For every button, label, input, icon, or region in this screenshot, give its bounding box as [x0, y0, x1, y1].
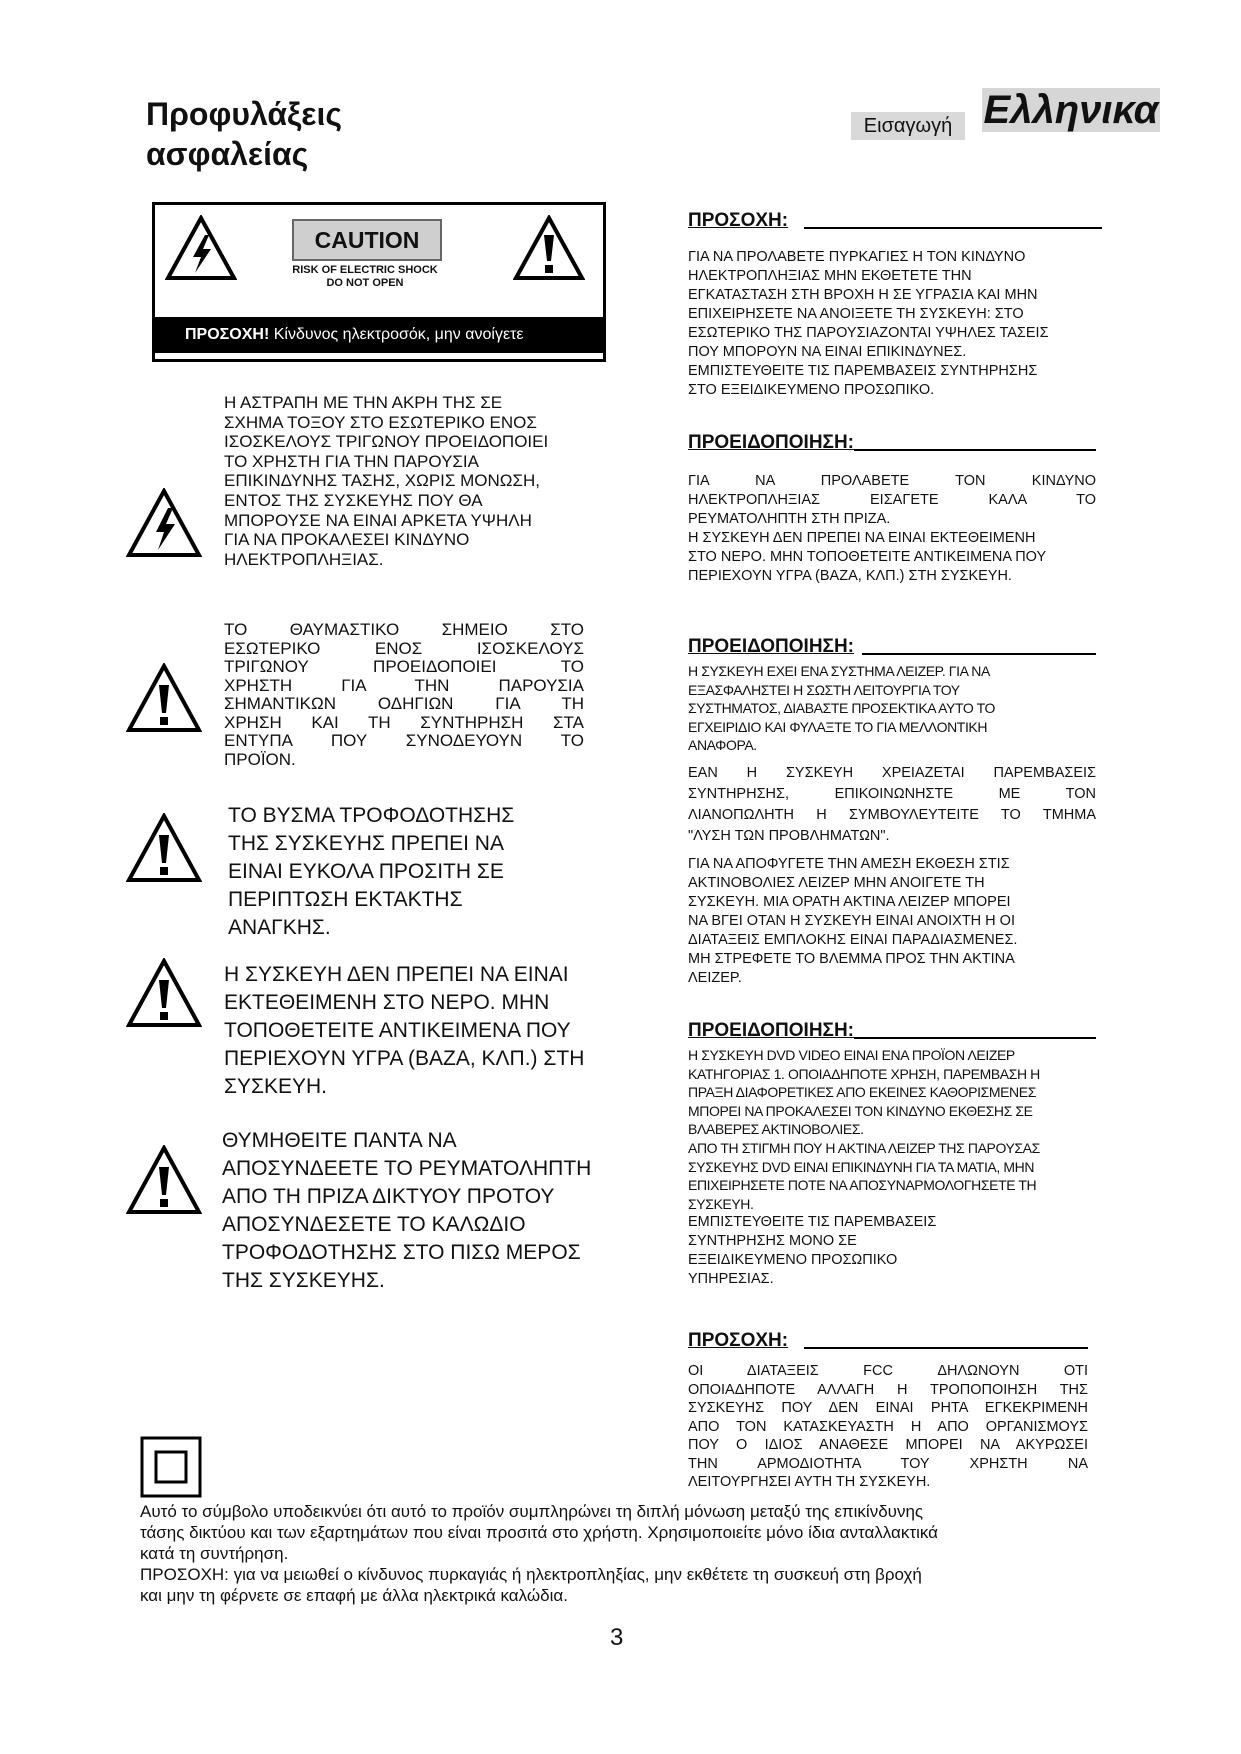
double-insulation-icon: [140, 1436, 202, 1498]
text-line: ΤΟ ΧΡΗΣΤΗ ΓΙΑ ΤΗΝ ΠΑΡΟΥΣΙΑ: [224, 451, 479, 471]
text-line: Η ΣΥΣΚΕΥΗ ΔΕΝ ΠΡΕΠΕΙ ΝΑ ΕΙΝΑΙ ΕΚΤΕΘΕΙΜΕΝΗ: [688, 530, 1036, 546]
section-text-c: [688, 855, 1096, 988]
right-section-5: [688, 1330, 1088, 1492]
left-item-2: [224, 621, 584, 769]
text-line: ΣΗΜΑΝΤΙΚΩΝ ΟΔΗΓΙΩΝ ΓΙΑ ΤΗ: [224, 694, 584, 713]
text-line: ΠΕΡΙΠΤΩΣΗ ΕΚΤΑΚΤΗΣ: [228, 888, 463, 911]
text-line: ΓΙΑ ΝΑ ΠΡΟΛΑΒΕΤΕ ΤΟΝ ΚΙΝΔΥΝΟ: [688, 473, 1096, 489]
text-line: ΑΠΟ ΤΗ ΠΡΙΖΑ ΔΙΚΤΥΟΥ ΠΡΟΤΟΥ: [222, 1185, 555, 1208]
heading-rule: [854, 449, 1096, 451]
title-line-2: ασφαλείας: [146, 136, 309, 172]
text-line: ΠΟΥ Ο ΙΔΙΟΣ ΑΝΑΘΕΣΕ ΜΠΟΡΕΙ ΝΑ ΑΚΥΡΩΣΕΙ: [688, 1437, 1088, 1453]
exclamation-triangle-icon: [126, 663, 202, 733]
left-item-3: [228, 802, 588, 942]
text-line: Η ΣΥΣΚΕΥΗ ΕΧΕΙ ΕΝΑ ΣΥΣΤΗΜΑ ΛΕΙΖΕΡ. ΓΙΑ ΝΑ: [688, 663, 990, 679]
text-line: ΑΠΟΣΥΝΔΕΕΤΕ ΤΟ ΡΕΥΜΑΤΟΛΗΠΤΗ: [222, 1157, 592, 1180]
title-line-1: Προφυλάξεις: [146, 96, 343, 132]
text-line: ΛΕΙΤΟΥΡΓΗΣΕΙ ΑΥΤΗ ΤΗ ΣΥΣΚΕΥΗ.: [688, 1474, 931, 1490]
text-line: ΕΜΠΙΣΤΕΥΘΕΙΤΕ ΤΙΣ ΠΑΡΕΜΒΑΣΕΙΣ: [688, 1214, 937, 1231]
text-line: ΤΗΣ ΣΥΣΚΕΥΗΣ.: [222, 1269, 385, 1292]
right-section-4: [688, 1020, 1096, 1289]
exclamation-triangle-icon: [513, 215, 585, 281]
section-text-b: [688, 1213, 1096, 1289]
section-heading: ΠΡΟΕΙΔΟΠΟΙΗΣΗ:: [688, 432, 854, 453]
text-line: ΤΗΣ ΣΥΣΚΕΥΗΣ ΠΡΕΠΕΙ ΝΑ: [228, 832, 504, 855]
text-line: Η ΣΥΣΚΕΥΗ DVD VIDEO ΕΙΝΑΙ ΕΝΑ ΠΡΟΪΟΝ ΛΕΙΖΕΡ: [688, 1047, 1015, 1063]
caution-sub-line-1: RISK OF ELECTRIC SHOCK: [292, 264, 438, 276]
text-line: ΣΥΣΚΕΥΗΣ DVD ΕΙΝΑΙ ΕΠΙΚΙΝΔΥΝΗ ΓΙΑ ΤΑ ΜΑΤΙΑ, ΜΗΝ: [688, 1158, 1035, 1175]
language-label: Ελληνικα: [983, 88, 1159, 132]
text-line: ΒΛΑΒΕΡΕΣ ΑΚΤΙΝΟΒΟΛΙΕΣ.: [688, 1121, 864, 1138]
heading-rule: [854, 1037, 1096, 1039]
section-heading: ΠΡΟΕΙΔΟΠΟΙΗΣΗ:: [688, 636, 854, 657]
section-heading: ΠΡΟΕΙΔΟΠΟΙΗΣΗ:: [688, 1020, 854, 1041]
section-label: Εισαγωγή: [851, 112, 965, 140]
text-line: ΓΙΑ ΝΑ ΑΠΟΦΥΓΕΤΕ ΤΗΝ ΑΜΕΣΗ ΕΚΘΕΣΗ ΣΤΙΣ: [688, 855, 1010, 872]
text-line: ΑΠΟΣΥΝΔΕΣΕΤΕ ΤΟ ΚΑΛΩΔΙΟ: [222, 1213, 526, 1236]
text-line: ΣΧΗΜΑ ΤΟΞΟΥ ΣΤΟ ΕΣΩΤΕΡΙΚΟ ΕΝΟΣ: [224, 412, 537, 432]
text-line: ΕΣΩΤΕΡΙΚΟ ΤΗΣ ΠΑΡΟΥΣΙΑΖΟΝΤΑΙ ΥΨΗΛΕΣ ΤΑΣΕΙΣ: [688, 325, 1049, 341]
text-line: ΤΗΝ ΑΡΜΟΔΙΟΤΗΤΑ ΤΟΥ ΧΡΗΣΤΗ ΝΑ: [688, 1455, 1088, 1472]
exclamation-triangle-icon: [126, 958, 202, 1028]
caution-sub-line-2: DO NOT OPEN: [326, 277, 404, 289]
text-line: ΟΙ ΔΙΑΤΑΞΕΙΣ FCC ΔΗΛΩΝΟΥΝ ΟΤΙ: [688, 1363, 1088, 1379]
right-section-3: [688, 636, 1096, 988]
text-line: ΜΗ ΣΤΡΕΦΕΤΕ ΤΟ ΒΛΕΜΜΑ ΠΡΟΣ ΤΗΝ ΑΚΤΙΝΑ: [688, 950, 1015, 967]
text-line: ΣΥΣΚΕΥΗ.: [688, 1195, 754, 1212]
text-line: ΕΣΩΤΕΡΙΚΟ ΕΝΟΣ ΙΣΟΣΚΕΛΟΥΣ: [224, 638, 584, 658]
right-section-1: [688, 210, 1102, 400]
text-line: ΙΣΟΣΚΕΛΟΥΣ ΤΡΙΓΩΝΟΥ ΠΡΟΕΙΔΟΠΟΙΕΙ: [224, 432, 549, 452]
text-line: ΣΥΣΚΕΥΗΣ ΠΟΥ ΔΕΝ ΕΙΝΑΙ ΡΗΤΑ ΕΓΚΕΚΡΙΜΕΝΗ: [688, 1400, 1088, 1416]
text-line: ΟΠΟΙΑΔΗΠΟΤΕ ΑΛΛΑΓΗ Η ΤΡΟΠΟΠΟΙΗΣΗ ΤΗΣ: [688, 1381, 1088, 1398]
caution-bar: [155, 317, 603, 353]
text-line: ΑΠΟ ΤΟΝ ΚΑΤΑΣΚΕΥΑΣΤΗ Η ΑΠΟ ΟΡΓΑΝΙΣΜΟΥΣ: [688, 1418, 1088, 1435]
caution-label-box: [152, 202, 606, 362]
heading-rule: [804, 1347, 1088, 1349]
text-line: ΣΥΝΤΗΡΗΣΗΣ, ΕΠΙΚΟΙΝΩΝΗΣΤΕ ΜΕ ΤΟΝ: [688, 785, 1096, 802]
left-item-5: [222, 1127, 622, 1295]
lightning-triangle-icon: [165, 215, 237, 281]
text-line: ΘΥΜΗΘΕΙΤΕ ΠΑΝΤΑ ΝΑ: [222, 1129, 457, 1152]
page-title: [146, 94, 342, 174]
text-line: ΕΜΠΙΣΤΕΥΘΕΙΤΕ ΤΙΣ ΠΑΡΕΜΒΑΣΕΙΣ ΣΥΝΤΗΡΗΣΗΣ: [688, 363, 1038, 379]
text-line: ΠΟΥ ΜΠΟΡΟΥΝ ΝΑ ΕΙΝΑΙ ΕΠΙΚΙΝΔΥΝΕΣ.: [688, 344, 967, 360]
text-line: ΕΞΑΣΦΑΛΗΣΤΕΙ Η ΣΩΣΤΗ ΛΕΙΤΟΥΡΓΙΑ ΤΟΥ: [688, 681, 960, 698]
text-line: ΜΠΟΡΕΙ ΝΑ ΠΡΟΚΑΛΕΣΕΙ ΤΟΝ ΚΙΝΔΥΝΟ ΕΚΘΕΣΗΣ ΣΕ: [688, 1102, 1033, 1119]
text-line: ΕΑΝ Η ΣΥΣΚΕΥΗ ΧΡΕΙΑΖΕΤΑΙ ΠΑΡΕΜΒΑΣΕΙΣ: [688, 764, 1096, 781]
section-heading: ΠΡΟΣΟΧΗ:: [688, 1330, 789, 1351]
text-line: ΕΠΙΚΙΝΔΥΝΗΣ ΤΑΣΗΣ, ΧΩΡΙΣ ΜΟΝΩΣΗ,: [224, 471, 541, 491]
text-line: ΑΚΤΙΝΟΒΟΛΙΕΣ ΛΕΙΖΕΡ ΜΗΝ ΑΝΟΙΓΕΤΕ ΤΗ: [688, 874, 985, 891]
caution-subtitle: [255, 264, 475, 290]
text-line: ΚΑΤΗΓΟΡΙΑΣ 1. ΟΠΟΙΑΔΗΠΟΤΕ ΧΡΗΣΗ, ΠΑΡΕΜΒΑΣΗ Η: [688, 1065, 1040, 1082]
text-line: ΠΕΡΙΕΧΟΥΝ ΥΓΡΑ (ΒΑΖΑ, ΚΛΠ.) ΣΤΗ: [224, 1047, 585, 1070]
text-line: ΠΕΡΙΕΧΟΥΝ ΥΓΡΑ (ΒΑΖΑ, ΚΛΠ.) ΣΤΗ ΣΥΣΚΕΥΗ.: [688, 568, 1012, 584]
text-line: ΕΓΚΑΤΑΣΤΑΣΗ ΣΤΗ ΒΡΟΧΗ Η ΣΕ ΥΓΡΑΣΙΑ ΚΑΙ ΜΗΝ: [688, 287, 1038, 303]
left-item-4: [224, 961, 614, 1101]
section-text: [688, 1362, 1088, 1492]
text-line: Αυτό το σύμβολο υποδεικνύει ότι αυτό το προϊόν συμπληρώνει τη διπλή μόνωση μεταξύ της επικίνδυνης: [140, 1502, 924, 1521]
text-line: ΑΝΑΦΟΡΑ.: [688, 737, 757, 754]
text-line: ΕΠΙΧΕΙΡΗΣΕΤΕ ΝΑ ΑΝΟΙΞΕΤΕ ΤΗ ΣΥΣΚΕΥΗ: ΣΤΟ: [688, 306, 1024, 322]
text-line: ΤΟΠΟΘΕΤΕΙΤΕ ΑΝΤΙΚΕΙΜΕΝΑ ΠΟΥ: [224, 1019, 571, 1042]
section-text: [688, 472, 1096, 586]
text-line: ΕΠΙΧΕΙΡΗΣΕΤΕ ΠΟΤΕ ΝΑ ΑΠΟΣΥΝΑΡΜΟΛΟΓΗΣΕΤΕ ΤΗ: [688, 1177, 1037, 1194]
text-line: ΣΥΣΤΗΜΑΤΟΣ, ΔΙΑΒΑΣΤΕ ΠΡΟΣΕΚΤΙΚΑ ΑΥΤΟ ΤΟ: [688, 700, 995, 717]
text-line: ΝΑ ΒΓΕΙ ΟΤΑΝ Η ΣΥΣΚΕΥΗ ΕΙΝΑΙ ΑΝΟΙΧΤΗ Η ΟΙ: [688, 912, 1015, 929]
text-line: ΗΛΕΚΤΡΟΠΛΗΞΙΑΣ.: [224, 549, 384, 569]
exclamation-triangle-icon: [126, 1145, 202, 1215]
left-item-1: [224, 393, 584, 569]
section-text: [688, 248, 1102, 400]
text-line: ΗΛΕΚΤΡΟΠΛΗΞΙΑΣ ΜΗΝ ΕΚΘΕΤΕΤΕ ΤΗΝ: [688, 268, 972, 284]
text-line: ΤΟ ΘΑΥΜΑΣΤΙΚΟ ΣΗΜΕΙΟ ΣΤΟ: [224, 620, 584, 639]
caution-bar-text: Κίνδυνος ηλεκτροσόκ, μην ανοίγετε: [269, 326, 524, 343]
footer-text: [140, 1501, 1060, 1606]
text-line: ΑΝΑΓΚΗΣ.: [228, 916, 331, 939]
text-line: ΠΡΟΪΟΝ.: [224, 749, 296, 769]
text-line: ΕΞΕΙΔΙΚΕΥΜΕΝΟ ΠΡΟΣΩΠΙΚΟ: [688, 1252, 898, 1269]
text-line: ΕΚΤΕΘΕΙΜΕΝΗ ΣΤΟ ΝΕΡΟ. ΜΗΝ: [224, 991, 550, 1014]
text-line: ΧΡΗΣΤΗ ΓΙΑ ΤΗΝ ΠΑΡΟΥΣΙΑ: [224, 675, 584, 695]
text-line: ΣΥΣΚΕΥΗ. ΜΙΑ ΟΡΑΤΗ ΑΚΤΙΝΑ ΛΕΙΖΕΡ ΜΠΟΡΕΙ: [688, 893, 1011, 910]
text-line: ΤΟ ΒΥΣΜΑ ΤΡΟΦΟΔΟΤΗΣΗΣ: [228, 804, 515, 827]
heading-rule: [804, 227, 1102, 229]
text-line: ΕΓΧΕΙΡΙΔΙΟ ΚΑΙ ΦΥΛΑΞΤΕ ΤΟ ΓΙΑ ΜΕΛΛΟΝΤΙΚΗ: [688, 718, 988, 735]
text-line: ΠΡΟΣΟΧΗ: για να μειωθεί ο κίνδυνος πυρκαγιάς ή ηλεκτροπληξίας, μην εκθέτετε τη συσκευή στη βροχή: [140, 1565, 922, 1584]
exclamation-triangle-icon: [126, 813, 202, 883]
text-line: ΜΠΟΡΟΥΣΕ ΝΑ ΕΙΝΑΙ ΑΡΚΕΤΑ ΥΨΗΛΗ: [224, 510, 532, 530]
text-line: ΥΠΗΡΕΣΙΑΣ.: [688, 1271, 774, 1288]
text-line: ΤΡΙΓΩΝΟΥ ΠΡΟΕΙΔΟΠΟΙΕΙ ΤΟ: [224, 657, 584, 676]
text-line: τάσης δικτύου και των εξαρτημάτων που είναι προσιτά στο χρήστη. Χρησιμοποιείτε μόνο ίδια ανταλλακτικά: [140, 1523, 938, 1542]
text-line: ΑΠΟ ΤΗ ΣΤΙΓΜΗ ΠΟΥ Η ΑΚΤΙΝΑ ΛΕΙΖΕΡ ΤΗΣ ΠΑΡΟΥΣΑΣ: [688, 1139, 1040, 1156]
text-line: Η ΑΣΤΡΑΠΗ ΜΕ ΤΗΝ ΑΚΡΗ ΤΗΣ ΣΕ: [224, 393, 503, 412]
text-line: ΤΡΟΦΟΔΟΤΗΣΗΣ ΣΤΟ ΠΙΣΩ ΜΕΡΟΣ: [222, 1241, 581, 1264]
text-line: κατά τη συντήρηση.: [140, 1544, 289, 1563]
text-line: ΣΤΟ ΕΞΕΙΔΙΚΕΥΜΕΝΟ ΠΡΟΣΩΠΙΚΟ.: [688, 382, 935, 398]
heading-rule: [862, 653, 1096, 655]
section-text-b: [688, 763, 1096, 847]
page-number: 3: [610, 1624, 624, 1651]
text-line: Η ΣΥΣΚΕΥΗ ΔΕΝ ΠΡΕΠΕΙ ΝΑ ΕΙΝΑΙ: [224, 963, 569, 986]
text-line: ΗΛΕΚΤΡΟΠΛΗΞΙΑΣ ΕΙΣΑΓΕΤΕ ΚΑΛΑ ΤΟ: [688, 492, 1096, 508]
section-text: [688, 1046, 1096, 1213]
text-line: ΓΙΑ ΝΑ ΠΡΟΚΑΛΕΣΕΙ ΚΙΝΔΥΝΟ: [224, 530, 470, 550]
text-line: "ΛΥΣΗ ΤΩΝ ΠΡΟΒΛΗΜΑΤΩΝ".: [688, 827, 890, 844]
caution-bar-bold: ΠΡΟΣΟΧΗ!: [185, 326, 270, 343]
text-line: ΕΙΝΑΙ ΕΥΚΟΛΑ ΠΡΟΣΙΤΗ ΣΕ: [228, 860, 504, 883]
text-line: ΠΡΑΞΗ ΔΙΑΦΟΡΕΤΙΚΕΣ ΑΠΟ ΕΚΕΙΝΕΣ ΚΑΘΟΡΙΣΜΕΝΕΣ: [688, 1084, 1036, 1101]
text-line: ΡΕΥΜΑΤΟΛΗΠΤΗ ΣΤΗ ΠΡΙΖΑ.: [688, 511, 891, 527]
text-line: ΣΥΝΤΗΡΗΣΗΣ ΜΟΝΟ ΣΕ: [688, 1233, 857, 1250]
text-line: ΛΕΙΖΕΡ.: [688, 969, 742, 986]
text-line: ΕΝΤΟΣ ΤΗΣ ΣΥΣΚΕΥΗΣ ΠΟΥ ΘΑ: [224, 490, 483, 510]
text-line: ΔΙΑΤΑΞΕΙΣ ΕΜΠΛΟΚΗΣ ΕΙΝΑΙ ΠΑΡΑΔΙΑΣΜΕΝΕΣ.: [688, 931, 1018, 948]
section-text-a: [688, 662, 1096, 755]
text-line: ΣΤΟ ΝΕΡΟ. ΜΗΝ ΤΟΠΟΘΕΤΕΙΤΕ ΑΝΤΙΚΕΙΜΕΝΑ ΠΟΥ: [688, 549, 1047, 565]
text-line: ΕΝΤΥΠΑ ΠΟΥ ΣΥΝΟΔΕΥΟΥΝ ΤΟ: [224, 731, 584, 750]
text-line: και μην τη φέρνετε σε επαφή με άλλα ηλεκτρικά καλώδια.: [140, 1586, 568, 1605]
lightning-triangle-icon: [126, 488, 202, 558]
caution-title: CAUTION: [292, 219, 442, 261]
text-line: ΓΙΑ ΝΑ ΠΡΟΛΑΒΕΤΕ ΠΥΡΚΑΓΙΕΣ Η ΤΟΝ ΚΙΝΔΥΝΟ: [688, 249, 1026, 265]
text-line: ΣΥΣΚΕΥΗ.: [224, 1075, 327, 1098]
right-section-2: [688, 432, 1096, 586]
section-heading: ΠΡΟΣΟΧΗ:: [688, 210, 789, 231]
text-line: ΛΙΑΝΟΠΩΛΗΤΗ Η ΣΥΜΒΟΥΛΕΥΤΕΙΤΕ ΤΟ ΤΜΗΜΑ: [688, 806, 1096, 823]
text-line: ΧΡΗΣΗ ΚΑΙ ΤΗ ΣΥΝΤΗΡΗΣΗ ΣΤΑ: [224, 712, 584, 732]
